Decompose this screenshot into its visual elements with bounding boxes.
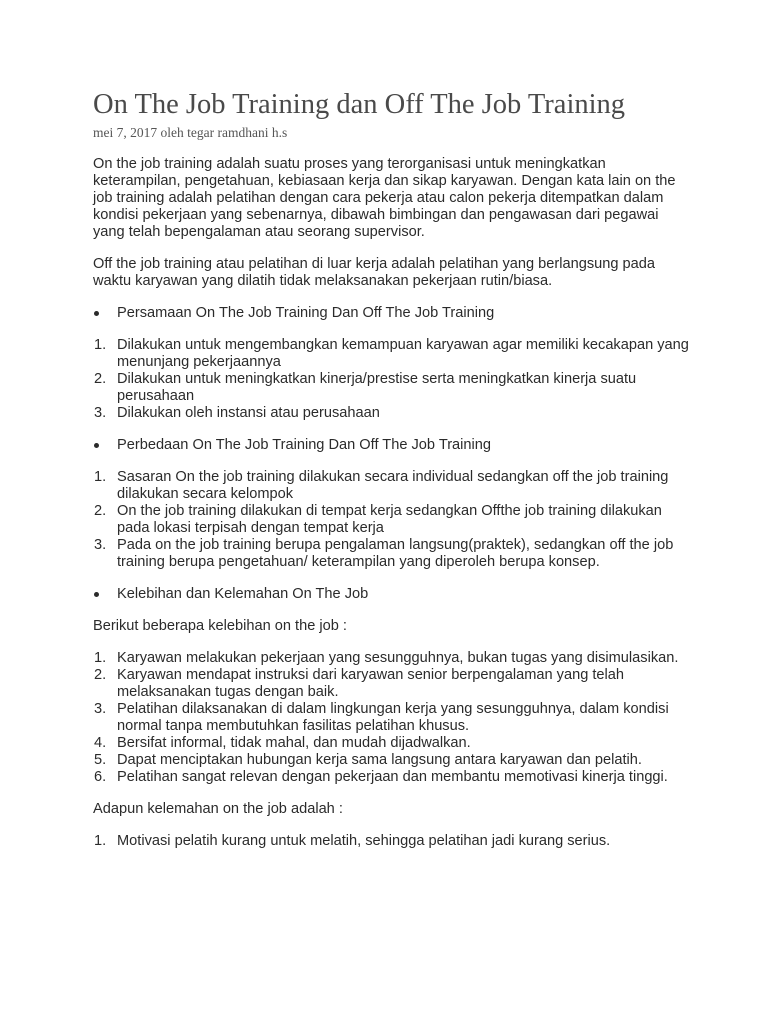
- intro-paragraph-2: Off the job training atau pelatihan di luar kerja adalah pelatihan yang berlangsung pada waktu karyawan yang dilatih tidak melaksanakan pekerjaan rutin/biasa.: [93, 256, 656, 289]
- kelebihan-list: [93, 650, 693, 786]
- bullet-icon: [94, 443, 99, 448]
- list-text: Dilakukan untuk mengembangkan kemampuan karyawan agar memiliki kecakapan yang menunjang pekerjaannya: [117, 337, 689, 370]
- list-item: [93, 405, 693, 422]
- list-item: [93, 337, 693, 371]
- list-item: [93, 537, 693, 571]
- bullet-text: Kelebihan dan Kelemahan On The Job: [117, 586, 369, 602]
- list-number: 1.: [94, 469, 107, 485]
- bullet-item: [93, 305, 693, 322]
- section-heading-persamaan: [93, 305, 693, 322]
- list-number: 4.: [94, 735, 107, 751]
- document-body: [93, 156, 693, 850]
- list-number: 3.: [94, 405, 107, 421]
- list-item: [93, 650, 693, 667]
- list-item: [93, 833, 693, 850]
- perbedaan-list: [93, 469, 693, 571]
- list-number: 2.: [94, 371, 107, 387]
- list-number: 5.: [94, 752, 107, 768]
- bullet-item: [93, 586, 693, 603]
- section-heading-kelebihan: [93, 586, 693, 603]
- list-text: On the job training dilakukan di tempat kerja sedangkan Offthe job training dilakukan pada lokasi terpisah dengan tempat kerja: [117, 503, 662, 536]
- list-number: 6.: [94, 769, 107, 785]
- list-item: [93, 735, 693, 752]
- list-number: 3.: [94, 537, 107, 553]
- intro-paragraph-1: On the job training adalah suatu proses yang terorganisasi untuk meningkatkan keterampilan, pengetahuan, kebiasaan kerja dan sikap karyawan. Dengan kata lain on the job training adalah pelatihan dengan cara pekerja atau calon pekerja ditempatkan dalam kondisi pekerjaan yang sebenarnya, dibawah bimbingan dan pengawasan dari pegawai yang telah bepengalaman atau seorang supervisor.: [93, 156, 676, 240]
- document-page: [93, 86, 693, 865]
- section-heading-perbedaan: [93, 437, 693, 454]
- list-text: Sasaran On the job training dilakukan secara individual sedangkan off the job training dilakukan secara kelompok: [117, 469, 669, 502]
- list-text: Dilakukan oleh instansi atau perusahaan: [117, 405, 380, 421]
- bullet-text: Perbedaan On The Job Training Dan Off The Job Training: [117, 437, 491, 453]
- kelemahan-intro: Adapun kelemahan on the job adalah :: [93, 801, 343, 817]
- document-title: On The Job Training dan Off The Job Training: [93, 89, 626, 120]
- list-item: [93, 469, 693, 503]
- list-number: 2.: [94, 667, 107, 683]
- bullet-text: Persamaan On The Job Training Dan Off The Job Training: [117, 305, 495, 321]
- list-item: [93, 752, 693, 769]
- list-item: [93, 371, 693, 405]
- list-text: Pada on the job training berupa pengalaman langsung(praktek), sedangkan off the job training berupa pengetahuan/ keterampilan yang diperoleh berupa konsep.: [117, 537, 674, 570]
- persamaan-list: [93, 337, 693, 422]
- list-item: [93, 769, 693, 786]
- list-item: [93, 667, 693, 701]
- list-text: Karyawan melakukan pekerjaan yang sesungguhnya, bukan tugas yang disimulasikan.: [117, 650, 679, 666]
- list-item: [93, 701, 693, 735]
- list-text: Karyawan mendapat instruksi dari karyawan senior berpengalaman yang telah melaksanakan tugas dengan baik.: [117, 667, 625, 700]
- list-number: 2.: [94, 503, 107, 519]
- bullet-icon: [94, 311, 99, 316]
- document-byline: mei 7, 2017 oleh tegar ramdhani h.s: [93, 125, 288, 140]
- list-text: Dilakukan untuk meningkatkan kinerja/prestise serta meningkatkan kinerja suatu perusahaan: [117, 371, 637, 404]
- list-text: Bersifat informal, tidak mahal, dan mudah dijadwalkan.: [117, 735, 471, 751]
- kelebihan-intro: Berikut beberapa kelebihan on the job :: [93, 618, 347, 634]
- list-number: 1.: [94, 833, 107, 849]
- bullet-item: [93, 437, 693, 454]
- list-number: 1.: [94, 337, 107, 353]
- list-text: Dapat menciptakan hubungan kerja sama langsung antara karyawan dan pelatih.: [117, 752, 642, 768]
- list-item: [93, 503, 693, 537]
- kelemahan-list: [93, 833, 693, 850]
- bullet-icon: [94, 592, 99, 597]
- list-number: 1.: [94, 650, 107, 666]
- list-text: Pelatihan sangat relevan dengan pekerjaan dan membantu memotivasi kinerja tinggi.: [117, 769, 668, 785]
- list-text: Pelatihan dilaksanakan di dalam lingkungan kerja yang sesungguhnya, dalam kondisi normal tanpa membutuhkan fasilitas pelatihan khusus.: [117, 701, 669, 734]
- list-text: Motivasi pelatih kurang untuk melatih, sehingga pelatihan jadi kurang serius.: [117, 833, 611, 849]
- list-number: 3.: [94, 701, 107, 717]
